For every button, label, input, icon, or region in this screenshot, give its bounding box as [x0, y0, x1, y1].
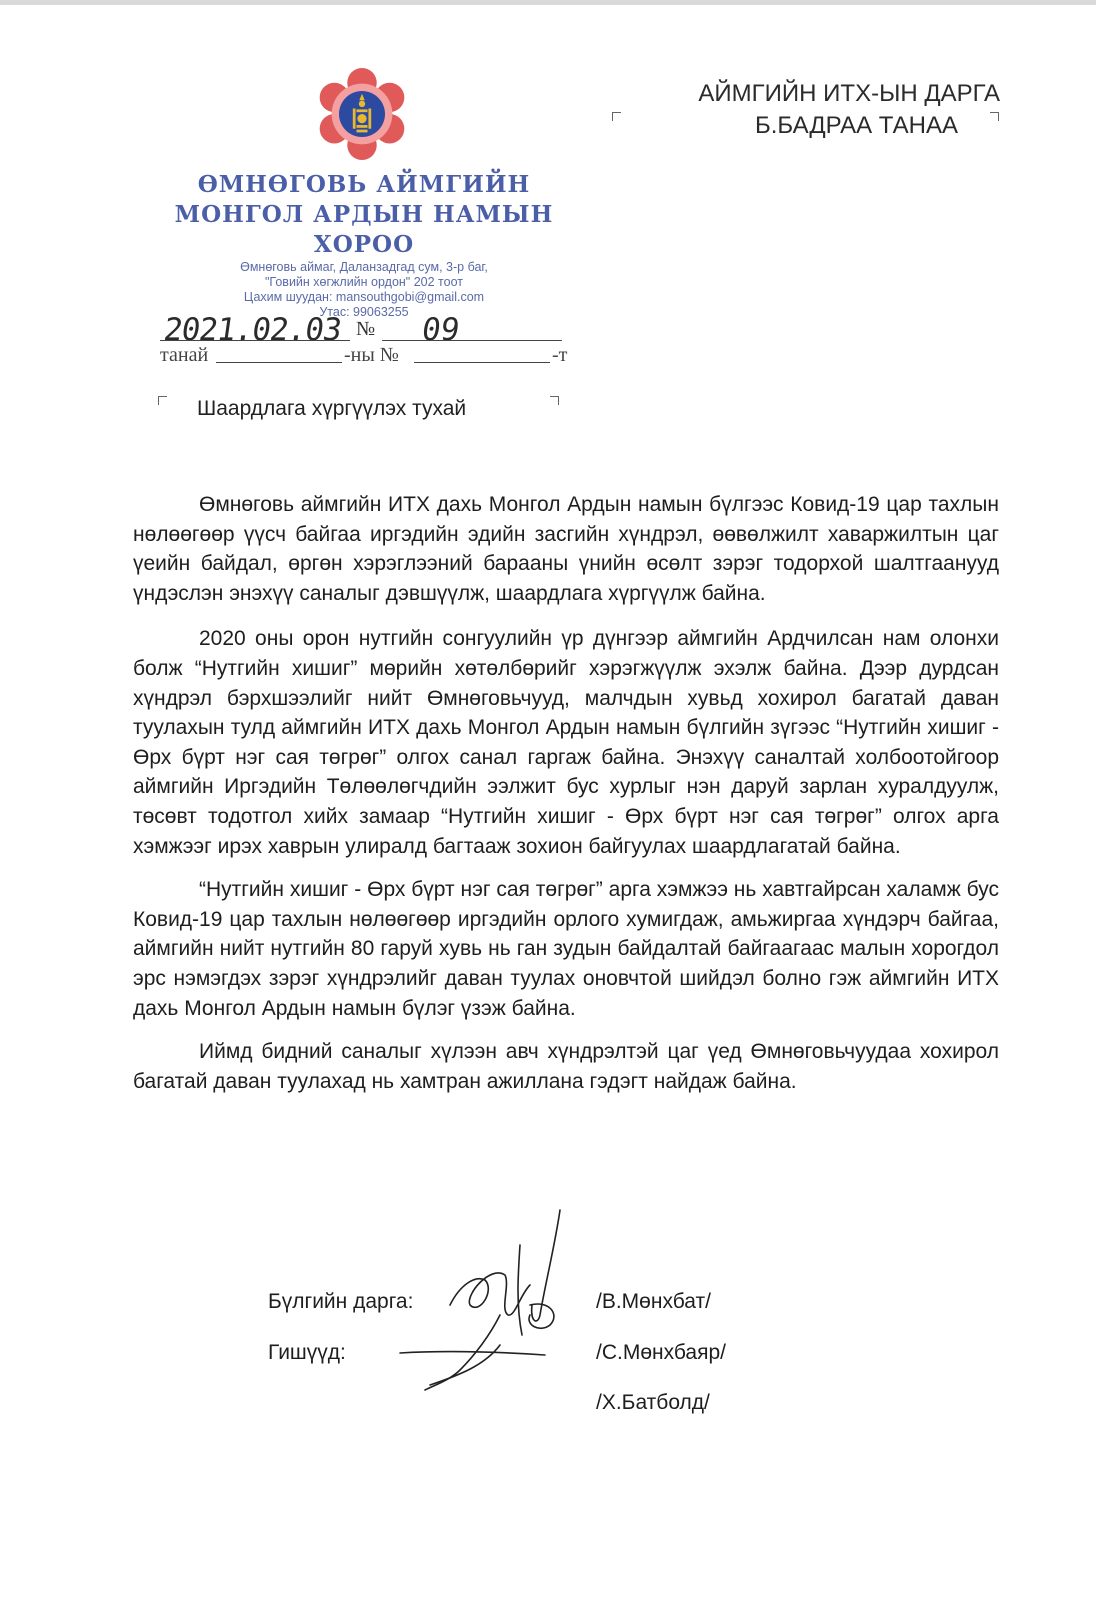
date-underline: [160, 340, 350, 341]
body-paragraph-4: Иймд бидний саналыг хүлээн авч хүндрэлтэй цаг үед Өмнөговьчуудаа хохирол багатай даван туулахад нь хамтран ажиллана гэдэгт найдаж байна.: [133, 1040, 999, 1093]
reply-date-underline: [216, 362, 342, 363]
party-emblem-icon: [316, 68, 408, 160]
address-line1: Өмнөговь аймаг, Даланзадгад сум, 3-р баг,: [240, 260, 488, 274]
number-underline: [382, 340, 562, 341]
members-label: Гишүүд:: [268, 1341, 346, 1364]
handwritten-signature: [390, 1205, 590, 1405]
number-label: №: [356, 318, 376, 340]
organization-contact: [170, 260, 558, 320]
org-name-line1: ӨМНӨГОВЬ АЙМГИЙН: [197, 171, 531, 198]
org-name-line2: МОНГОЛ АРДЫН НАМЫН: [174, 201, 554, 228]
body-paragraph-2: 2020 оны орон нутгийн сонгуулийн үр дүнгээр аймгийн Ардчилсан нам олонхи болж “Нутгийн хишиг” мөрийн хөтөлбөрийг хэрэгжүүлж эхэлж байна. Дээр дурдсан хүндрэл бэрхшээлийг нийт Өмнөговьчууд, малчдын хувьд хохирол багатай даван туулахын тулд аймгийн ИТХ дахь Монгол Ардын намын бүлгийн зүгээс “Нутгийн хишиг - Өрх бүрт нэг сая төгрөг” олгох санал гаргаж байна. Энэхүү саналтай холбоотойгоор аймгийн Иргэдийн Төлөөлөгчдийн ээлжит бус хурлыг нэн даруй зарлан хуралдуулж, төсөвт тодотгол хийх замаар “Нутгийн хишиг - Өрх бүрт нэг сая төгрөг” олгох арга хэмжээг ирэх хаврын улиралд багтааж зохион байгуулах шаардлагатай байна.: [133, 627, 999, 858]
subject-bracket-right: [550, 396, 559, 405]
recipient-line1: АЙМГИЙН ИТХ-ЫН ДАРГА: [698, 80, 1000, 107]
signatory-name-2: /С.Мөнхбаяр/: [596, 1341, 726, 1364]
body-paragraph-3: “Нутгийн хишиг - Өрх бүрт нэг сая төгрөг” арга хэмжээ нь хавтгайрсан халамж бус Ковид-19 цар тахлын нөлөөгөөр иргэдийн орлого хумигдаж, амьжиргаа хүндэрч байгаа, аймгийн нийт нутгийн 80 гаруй хувь нь ган зудын байдалтай байгаагаас малын хорогдол эрс нэмэгдэх зэрэг хүндрэлийг даван туулах оновчтой шийдэл болно гэж аймгийн ИТХ дахь Монгол Ардын намын бүлэг үзэж байна.: [133, 878, 999, 1020]
reply-prefix: танай: [160, 344, 209, 366]
org-name-line3: ХОРОО: [313, 231, 415, 258]
phone-line: Утас: 99063255: [319, 305, 409, 319]
handwritten-number: 09: [419, 312, 462, 348]
handwritten-date: 2021.02.03: [161, 312, 344, 348]
email-line: Цахим шуудан: mansouthgobi@gmail.com: [243, 290, 485, 304]
body-paragraph-1: Өмнөговь аймгийн ИТХ дахь Монгол Ардын намын бүлгээс Ковид-19 цар тахлын нөлөөгөөр үүсч байгаа иргэдийн эдийн засгийн хүндрэл, өөвөлжилт хаваржилтын цаг үеийн байдал, өргөн хэрэглээний барааны үнийн өсөлт зэрэг тодорхой шалтгаанууд үндэслэн энэхүү саналыг дэвшүүлж, шаардлага хүргүүлж байна.: [133, 493, 999, 605]
reply-reference-line: [160, 344, 580, 370]
leader-label: Бүлгийн дарга:: [268, 1290, 414, 1313]
recipient-line2: Б.БАДРАА ТАНАА: [754, 112, 958, 139]
reply-middle: -ны №: [344, 344, 399, 366]
reply-suffix: -т: [552, 344, 568, 366]
letter-body: [133, 490, 999, 1112]
recipient-bracket-left: [612, 112, 621, 121]
signatory-name-1: /В.Мөнхбат/: [596, 1290, 711, 1313]
address-line2: "Говийн хөгжлийн ордон" 202 тоот: [264, 275, 463, 289]
signatory-name-3: /Х.Батболд/: [596, 1391, 710, 1414]
recipient-bracket-right: [990, 112, 999, 121]
recipient-block: [640, 78, 1000, 142]
organization-name: [160, 170, 568, 260]
subject-bracket-left: [158, 396, 167, 405]
reply-number-underline: [414, 362, 550, 363]
scan-top-edge: [0, 0, 1096, 5]
subject-line: Шаардлага хүргүүлэх тухай: [197, 397, 467, 420]
